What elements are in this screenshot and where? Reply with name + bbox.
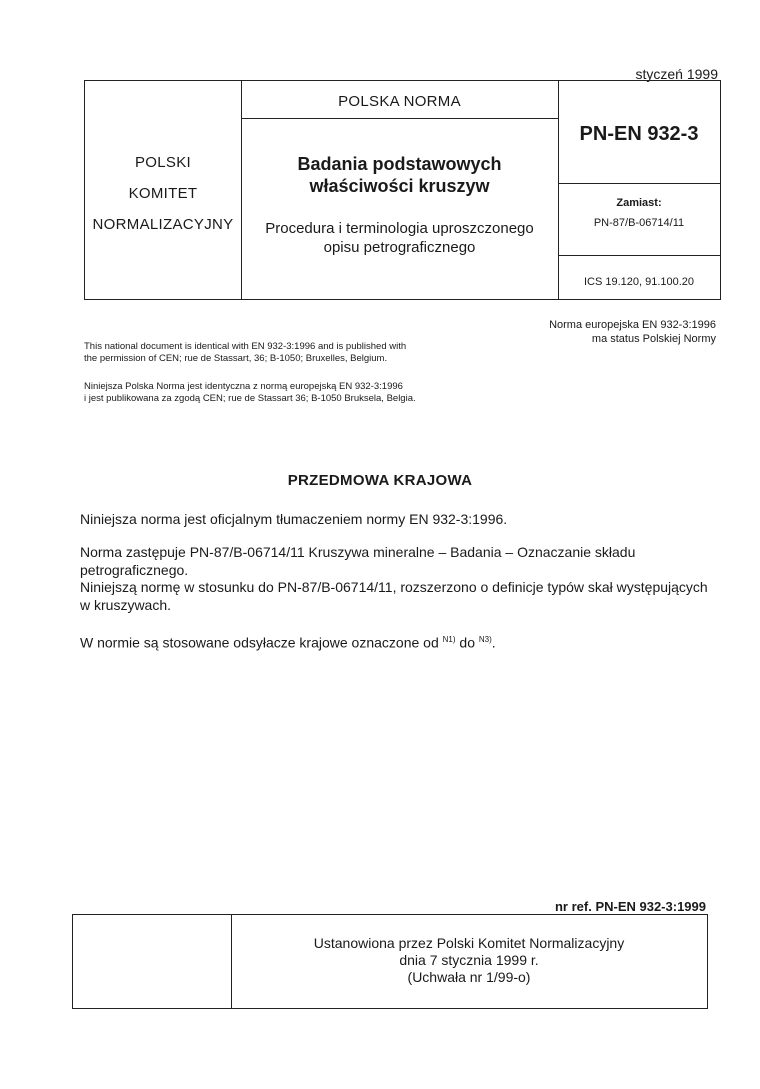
replaces-value: PN-87/B-06714/11	[593, 217, 685, 229]
replaces-label: Zamiast:	[616, 197, 662, 209]
committee-name	[85, 147, 241, 240]
statement-english	[84, 341, 484, 365]
reference-end: N3)	[478, 635, 492, 644]
paragraph-translation: Niniejsza norma jest oficjalnym tłumaczeniem normy EN 932-3:1996.	[80, 511, 508, 527]
references-mid: do	[455, 634, 479, 651]
subtitle-line-1: Procedura i terminologia uproszczonego	[265, 220, 534, 237]
reference-start: N1)	[442, 635, 456, 644]
committee-line-2: KOMITET	[128, 185, 198, 202]
statement-pl-line-1: Niniejsza Polska Norma jest identyczna z normą europejską EN 932-3:1996	[84, 381, 403, 392]
statement-polish	[84, 381, 484, 405]
header-right	[558, 81, 720, 299]
header-center	[241, 81, 558, 299]
ics-code: ICS 19.120, 91.100.20	[583, 276, 695, 288]
european-norm-status	[549, 318, 716, 346]
statement-en-line-1: This national document is identical with EN 932-3:1996 and is published with	[84, 341, 407, 352]
standard-subtitle	[241, 219, 558, 257]
section-title: PRZEDMOWA KRAJOWA	[287, 472, 473, 489]
paragraph-extension: Niniejszą normę w stosunku do PN-87/B-06714/11, rozszerzono o definicje typów skał występujących w kruszywach.	[80, 579, 708, 613]
standard-title	[241, 153, 558, 197]
establishment-line-1: Ustanowiona przez Polski Komitet Normalizacyjny	[313, 935, 625, 951]
title-line-2: właściwości kruszyw	[309, 176, 490, 196]
establishment-text	[231, 935, 707, 986]
references-text: W normie są stosowane odsyłacze krajowe oznaczone od	[80, 634, 443, 651]
statement-pl-line-2: i jest publikowana za zgodą CEN; rue de Stassart 36; B-1050 Bruksela, Belgia.	[84, 393, 416, 404]
committee-line-1: POLSKI	[135, 154, 191, 171]
paragraph-replaces: Norma zastępuje PN-87/B-06714/11 Kruszywa mineralne – Badania – Oznaczanie składu petrograficznego.	[80, 544, 636, 578]
european-norm-line-1: Norma europejska EN 932-3:1996	[549, 319, 716, 331]
european-norm-line-2: ma status Polskiej Normy	[591, 333, 716, 345]
norma-label: POLSKA NORMA	[338, 93, 461, 110]
references-end: .	[491, 634, 496, 651]
paragraph-references	[80, 631, 720, 652]
establishment-line-2: dnia 7 stycznia 1999 r.	[399, 952, 539, 968]
document-date: styczeń 1999	[635, 66, 718, 82]
subtitle-line-2: opisu petrograficznego	[323, 239, 476, 256]
standard-number: PN-EN 932-3	[579, 123, 699, 145]
establishment-line-3: (Uchwała nr 1/99-o)	[407, 969, 531, 985]
committee-line-3: NORMALIZACYJNY	[92, 216, 234, 233]
statement-en-line-2: the permission of CEN; rue de Stassart, 36; B-1050; Bruxelles, Belgium.	[84, 353, 388, 364]
title-line-1: Badania podstawowych	[297, 154, 502, 174]
reference-number: nr ref. PN-EN 932-3:1999	[554, 899, 706, 914]
establishment-table	[72, 914, 708, 1009]
header-table	[84, 80, 721, 300]
